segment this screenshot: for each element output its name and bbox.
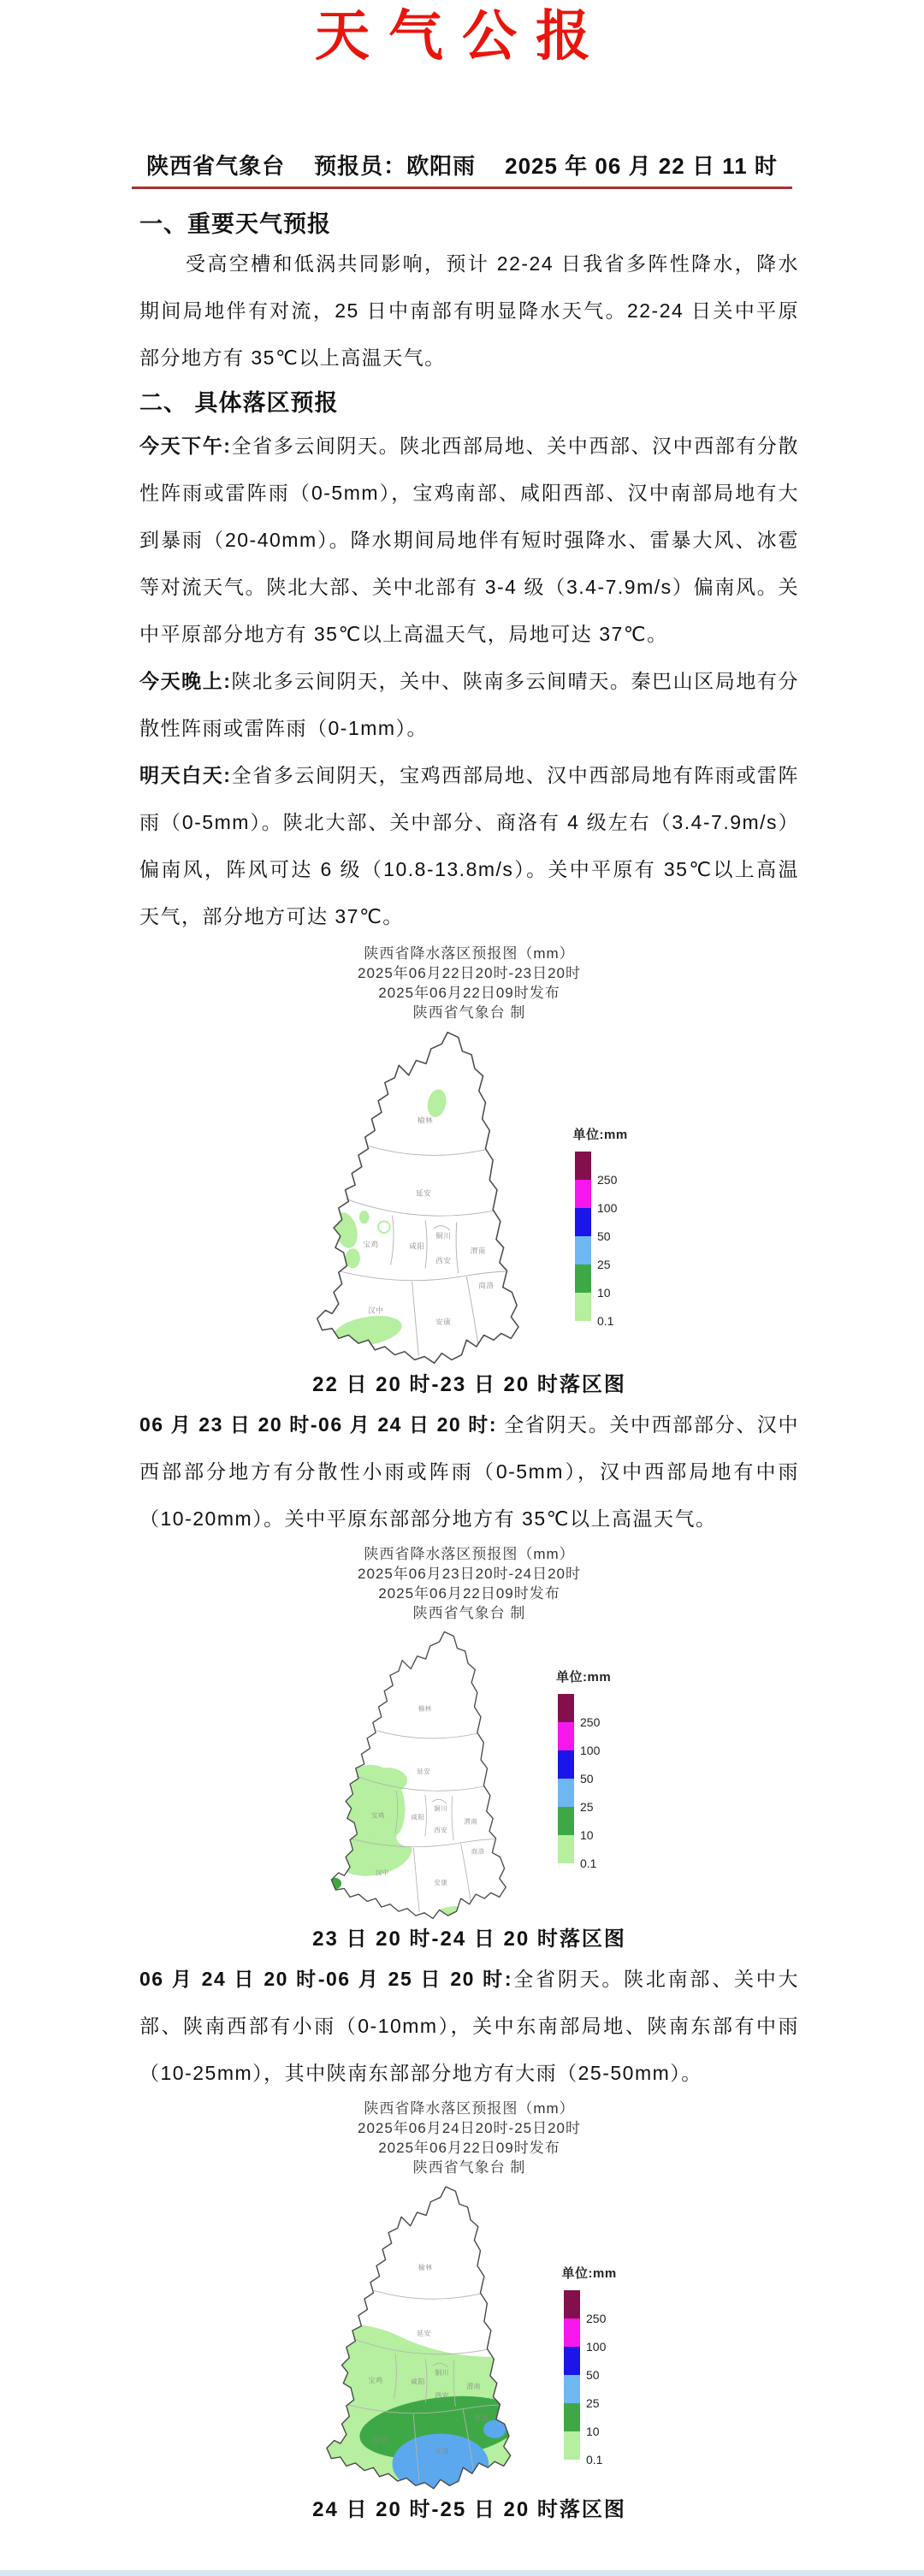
- svg-text:渭南: 渭南: [464, 1817, 478, 1826]
- map1-issued: 2025年06月22日09时发布: [378, 985, 560, 1001]
- svg-text:安康: 安康: [434, 1879, 448, 1887]
- precip-map-figure-1: [139, 944, 799, 1398]
- svg-text:100: 100: [596, 1201, 617, 1215]
- map2-caption: 23 日 20 时-24 日 20 时落区图: [312, 1928, 626, 1951]
- map3-title: 陕西省降水落区预报图（mm）: [364, 2100, 575, 2117]
- forecast-24-25: [139, 1956, 799, 2097]
- legend-colorbar: [556, 1689, 619, 1874]
- svg-text:铜川: 铜川: [434, 2369, 449, 2377]
- svg-text:宝鸡: 宝鸡: [368, 2376, 383, 2384]
- svg-text:25: 25: [585, 2396, 600, 2410]
- forecaster-name: 预报员：欧阳雨: [314, 153, 477, 179]
- forecast-lead: 今天晚上:: [139, 670, 232, 692]
- forecast-text: 陕北多云间阴天，关中、陕南多云间晴天。秦巴山区局地有分散性阵雨或雷阵雨（0-1mm）。: [139, 670, 799, 739]
- map1-title: 陕西省降水落区预报图（mm）: [364, 945, 575, 962]
- map1-caption: 22 日 20 时-23 日 20 时落区图: [312, 1373, 626, 1396]
- svg-text:商洛: 商洛: [477, 1281, 495, 1290]
- forecast-23-24: [139, 1401, 799, 1543]
- forecast-text: 全省阴天。关中西部部分、汉中西部部分地方有分散性小雨或阵雨（0-5mm），汉中西部局地有中雨（10-20mm）。关中平原东部部分地方有 35℃以上高温天气。: [139, 1413, 800, 1530]
- svg-text:25: 25: [596, 1258, 611, 1271]
- svg-text:咸阳: 咸阳: [410, 2378, 425, 2386]
- precip-legend: [573, 1125, 637, 1331]
- legend-title: 单位:mm: [572, 1128, 628, 1142]
- page-title: 天气公报: [315, 5, 609, 67]
- forecast-lead: 今天下午:: [139, 435, 232, 457]
- forecast-text: 全省阴天。陕北南部、关中大部、陕南西部有小雨（0-10mm），关中东南部局地、陕南东部有中雨（10-25mm），其中陕南东部部分地方有大雨（25-50mm）。: [139, 1968, 800, 2084]
- precip-legend: [562, 2264, 625, 2470]
- map1-period: 2025年06月22日20时-23日20时: [357, 965, 582, 981]
- svg-text:0.1: 0.1: [596, 1314, 613, 1328]
- map3-issued: 2025年06月22日09时发布: [378, 2140, 560, 2156]
- svg-text:延安: 延安: [415, 1188, 431, 1198]
- map3-caption: 24 日 20 时-25 日 20 时落区图: [312, 2498, 626, 2521]
- svg-text:10: 10: [585, 2425, 600, 2438]
- svg-text:商洛: 商洛: [471, 1847, 485, 1856]
- map3-credit: 陕西省气象台 制: [412, 2159, 526, 2176]
- svg-text:延安: 延安: [416, 2330, 431, 2338]
- map3-period: 2025年06月24日20时-25日20时: [357, 2120, 582, 2136]
- map1-credit: 陕西省气象台 制: [412, 1004, 526, 1021]
- svg-text:10: 10: [580, 1828, 594, 1842]
- svg-text:100: 100: [580, 1744, 601, 1757]
- svg-text:汉中: 汉中: [375, 1868, 389, 1877]
- svg-text:25: 25: [580, 1800, 594, 1814]
- svg-text:汉中: 汉中: [367, 1306, 383, 1315]
- forecast-lead: 明天白天:: [139, 764, 232, 786]
- svg-text:50: 50: [596, 1229, 611, 1243]
- legend-title: 单位:mm: [556, 1670, 612, 1685]
- svg-text:宝鸡: 宝鸡: [370, 1811, 385, 1820]
- svg-text:延安: 延安: [417, 1767, 431, 1775]
- shaanxi-precip-map-3: [314, 2179, 540, 2496]
- forecast-lead: 06 月 24 日 20 时-06 月 25 日 20 时:: [139, 1968, 513, 1990]
- svg-text:安康: 安康: [434, 2447, 449, 2455]
- shaanxi-precip-map-1: [303, 1024, 551, 1371]
- forecast-today-afternoon: [139, 423, 799, 658]
- section2-heading: 二、 具体落区预报: [139, 390, 339, 416]
- svg-text:榆林: 榆林: [417, 1116, 433, 1125]
- svg-text:西安: 西安: [434, 1826, 448, 1834]
- precip-legend: [556, 1667, 619, 1874]
- bottom-edge-strip: [0, 2570, 924, 2576]
- svg-text:10: 10: [596, 1286, 611, 1300]
- svg-text:西安: 西安: [435, 1256, 451, 1265]
- svg-text:100: 100: [585, 2340, 606, 2354]
- svg-text:0.1: 0.1: [580, 1856, 597, 1870]
- svg-text:250: 250: [580, 1715, 601, 1729]
- forecast-text: 全省多云间阴天。陕北西部局地、关中西部、汉中西部有分散性阵雨或雷阵雨（0-5mm），宝鸡南部、咸阳西部、汉中南部局地有大到暴雨（20-40mm）。降水期间局地伴有短时强降水、雷暴大风、冰雹等对流天气。陕北大部、关中北部有 3-4 级（3.4-7.9m/s）偏南风。关中平原部分地方有 35℃以上高温天气，局地可达 37℃。: [139, 435, 799, 645]
- legend-colorbar: [573, 1146, 637, 1331]
- forecast-lead: 06 月 23 日 20 时-06 月 24 日 20 时:: [139, 1413, 505, 1436]
- svg-text:0.1: 0.1: [585, 2453, 602, 2466]
- legend-colorbar: [562, 2285, 625, 2470]
- map2-title: 陕西省降水落区预报图（mm）: [364, 1546, 575, 1562]
- map2-credit: 陕西省气象台 制: [412, 1605, 526, 1621]
- svg-text:50: 50: [580, 1772, 594, 1785]
- svg-text:250: 250: [585, 2312, 606, 2325]
- document-header-line: [132, 149, 792, 189]
- section1-body: 受高空槽和低涡共同影响，预计 22-24 日我省多阵性降水，降水期间局地伴有对流，25 日中南部有明显降水天气。22-24 日关中平原部分地方有 35℃以上高温天气。: [139, 252, 799, 369]
- svg-text:咸阳: 咸阳: [408, 1241, 425, 1251]
- svg-text:安康: 安康: [435, 1318, 451, 1326]
- svg-text:50: 50: [585, 2368, 600, 2382]
- agency-name: 陕西省气象台: [146, 153, 286, 179]
- issue-datetime: 2025 年 06 月 22 日 11 时: [505, 153, 778, 179]
- svg-text:汉中: 汉中: [372, 2437, 388, 2445]
- svg-text:铜川: 铜川: [435, 1231, 451, 1241]
- forecast-tomorrow: [139, 752, 799, 940]
- legend-title: 单位:mm: [561, 2266, 617, 2281]
- precip-map-figure-3: [139, 2099, 799, 2523]
- forecast-tonight: [139, 658, 799, 752]
- svg-text:宝鸡: 宝鸡: [362, 1240, 379, 1249]
- map2-period: 2025年06月23日20时-24日20时: [357, 1566, 582, 1582]
- svg-text:铜川: 铜川: [434, 1804, 448, 1813]
- map2-issued: 2025年06月22日09时发布: [378, 1585, 560, 1602]
- svg-text:西安: 西安: [434, 2391, 449, 2400]
- svg-text:榆林: 榆林: [418, 1704, 432, 1713]
- svg-text:商洛: 商洛: [473, 2413, 489, 2422]
- svg-text:咸阳: 咸阳: [411, 1813, 425, 1821]
- section1-heading: 一、重要天气预报: [139, 211, 331, 237]
- svg-text:榆林: 榆林: [418, 2263, 433, 2271]
- forecast-text: 全省多云间阴天，宝鸡西部局地、汉中西部局地有阵雨或雷阵雨（0-5mm）。陕北大部、关中部分、商洛有 4 级左右（3.4-7.9m/s）偏南风，阵风可达 6 级（10.8-13.8m/s）。关中平原有 35℃以上高温天气，部分地方可达 37℃。: [139, 764, 799, 927]
- svg-text:250: 250: [596, 1173, 617, 1187]
- shaanxi-precip-map-2: [319, 1625, 534, 1925]
- svg-text:渭南: 渭南: [465, 2382, 481, 2390]
- svg-text:渭南: 渭南: [470, 1247, 486, 1256]
- precip-map-figure-2: [139, 1544, 799, 1952]
